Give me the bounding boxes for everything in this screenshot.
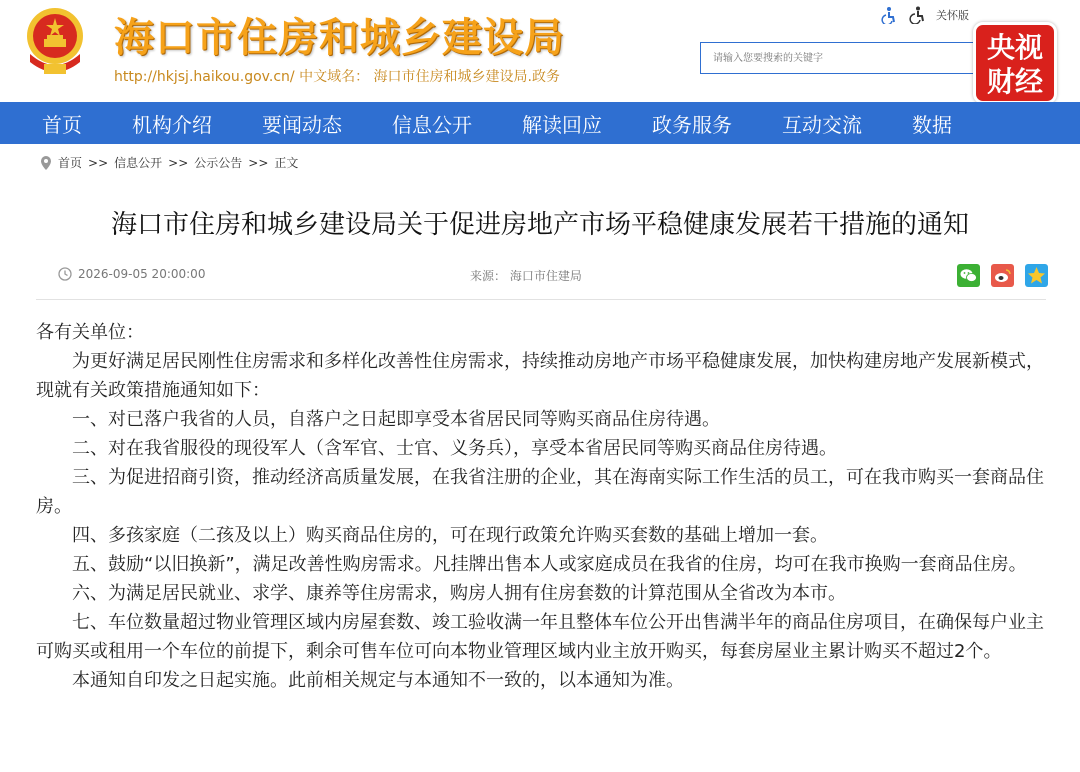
divider xyxy=(36,299,1046,300)
paragraph-intro: 为更好满足居民刚性住房需求和多样化改善性住房需求，持续推动房地产市场平稳健康发展，加快构建房地产发展新模式，现就有关政策措施通知如下： xyxy=(36,351,1044,401)
care-mode-link[interactable]: 关怀版 xyxy=(936,9,969,22)
site-title[interactable]: 海口市住房和城乡建设局 xyxy=(114,15,565,61)
nav-item-interaction[interactable]: 互动交流 xyxy=(782,112,862,137)
breadcrumb-separator: >> xyxy=(168,155,189,170)
paragraph-item-7: 七、车位数量超过物业管理区域内房屋套数、竣工验收满一年且整体车位公开出售满半年的商品住房项目，在确保每户业主可购买或租用一个车位的前提下，剩余可售车位可向本物业管理区域内业主放开购买，每套房屋业主累计购买不超过2个。 xyxy=(36,612,1044,662)
breadcrumb-disclosure[interactable]: 信息公开 xyxy=(114,156,163,170)
share-buttons xyxy=(957,264,1048,287)
paragraph-item-5: 五、鼓励“以旧换新”，满足改善性购房需求。凡挂牌出售本人或家庭成员在我省的住房，均可在我市换购一套商品住房。 xyxy=(72,554,1027,575)
source-label: 来源： xyxy=(470,269,507,283)
qzone-icon[interactable] xyxy=(1025,264,1048,287)
header-tools xyxy=(880,6,969,24)
clock-icon xyxy=(58,267,72,281)
article-source xyxy=(470,267,582,284)
nav-item-interpretation[interactable]: 解读回应 xyxy=(522,112,602,137)
cctv-finance-logo: 央视 财经 xyxy=(973,22,1057,104)
national-emblem-icon xyxy=(22,6,88,78)
wechat-icon[interactable] xyxy=(957,264,980,287)
article-body xyxy=(36,318,1044,695)
breadcrumb-home[interactable]: 首页 xyxy=(58,156,83,170)
breadcrumb-announcements[interactable]: 公示公告 xyxy=(194,156,243,170)
source-value: 海口市住建局 xyxy=(509,269,582,283)
nav-item-news[interactable]: 要闻动态 xyxy=(262,112,342,137)
breadcrumb-separator: >> xyxy=(88,155,109,170)
site-url[interactable]: http://hkjsj.haikou.gov.cn/ xyxy=(114,69,295,85)
accessibility-icon[interactable] xyxy=(880,6,898,24)
paragraph-item-4: 四、多孩家庭（二孩及以上）购买商品住房的，可在现行政策允许购买套数的基础上增加一套。 xyxy=(72,525,828,546)
breadcrumb-separator: >> xyxy=(248,155,269,170)
nav-item-services[interactable]: 政务服务 xyxy=(652,112,732,137)
article-title: 海口市住房和城乡建设局关于促进房地产市场平稳健康发展若干措施的通知 xyxy=(110,210,969,240)
breadcrumb xyxy=(40,154,298,171)
nav-item-about[interactable]: 机构介绍 xyxy=(132,112,212,137)
site-header xyxy=(0,0,1080,102)
main-nav xyxy=(0,102,1080,144)
location-pin-icon xyxy=(40,156,52,170)
paragraph-item-3: 三、为促进招商引资，推动经济高质量发展，在我省注册的企业，其在海南实际工作生活的员工，可在我市购买一套商品住房。 xyxy=(36,467,1044,517)
domain-label: 中文域名： xyxy=(299,69,370,85)
paragraph-item-2: 二、对在我省服役的现役军人（含军官、士官、义务兵），享受本省居民同等购买商品住房待遇。 xyxy=(72,438,837,459)
search-input[interactable] xyxy=(700,42,990,74)
domain-value[interactable]: 海口市住房和城乡建设局.政务 xyxy=(373,69,560,85)
paragraph-item-6: 六、为满足居民就业、求学、康养等住房需求，购房人拥有住房套数的计算范围从全省改为本市。 xyxy=(72,583,846,604)
nav-item-home[interactable]: 首页 xyxy=(42,112,82,137)
breadcrumb-current: 正文 xyxy=(274,156,299,170)
paragraph-item-1: 一、对已落户我省的人员，自落户之日起即享受本省居民同等购买商品住房待遇。 xyxy=(72,409,720,430)
wheelchair-icon[interactable] xyxy=(908,6,926,24)
weibo-icon[interactable] xyxy=(991,264,1014,287)
nav-item-data[interactable]: 数据 xyxy=(912,112,952,137)
article-date xyxy=(58,267,205,281)
article-date-text: 2026-09-05 20:00:00 xyxy=(78,267,206,281)
article-meta xyxy=(58,264,1048,288)
paragraph-closing: 本通知自印发之日起实施。此前相关规定与本通知不一致的，以本通知为准。 xyxy=(72,670,684,691)
salutation: 各有关单位： xyxy=(36,322,144,343)
nav-item-disclosure[interactable]: 信息公开 xyxy=(392,112,472,137)
site-url-line xyxy=(114,66,560,86)
